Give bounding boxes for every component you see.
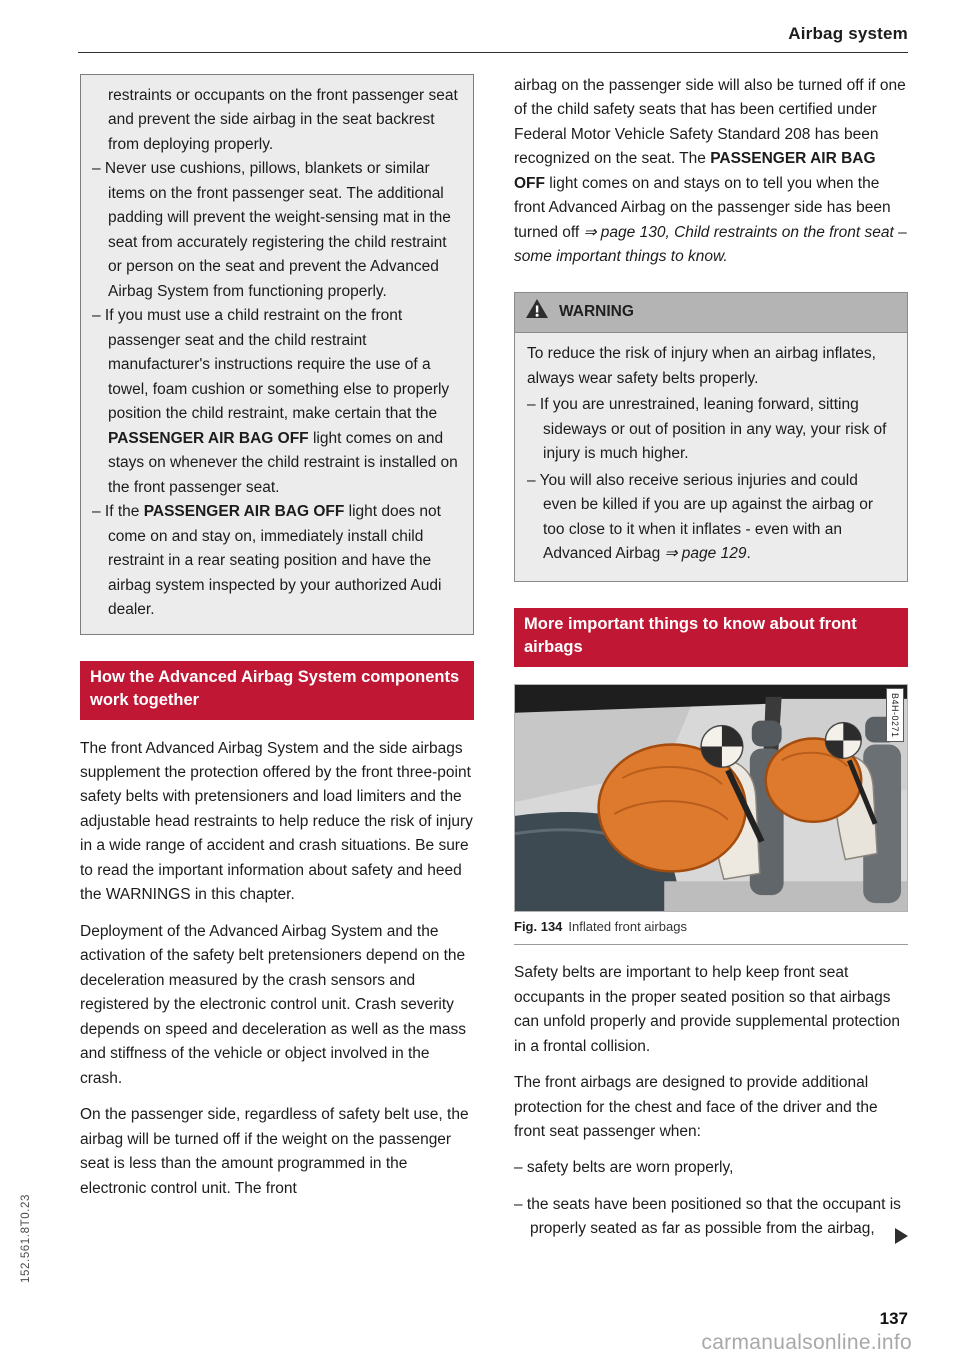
play-arrow-icon — [895, 1228, 908, 1244]
warning-title: WARNING — [559, 303, 634, 321]
figure-part-code: B4H-0271 — [886, 688, 904, 743]
left-column — [80, 74, 474, 1248]
note-continuation-text: restraints or occupants on the front passenger seat and prevent the side airbag in the seat backrest from deploying properly. — [108, 87, 458, 153]
warning-box — [514, 292, 908, 582]
header-divider — [78, 52, 908, 53]
section-heading: More important things to know about front airbags — [514, 608, 908, 667]
paragraph: The front Advanced Airbag System and the side airbags supplement the protection offered by the front three-point safety belts with pretensioners and load limiters and the adjustable head restraints to help reduce the risk of injury in a wide range of accident and crash situations. Be sure to read the important information about safety and heed the WARNINGS in this chapter. — [80, 739, 473, 904]
figure-label: Fig. 134 — [514, 918, 563, 934]
watermark: carmanualsonline.info — [701, 1331, 912, 1354]
figure — [514, 684, 908, 946]
page-content — [80, 74, 908, 1248]
page-header-title: Airbag system — [788, 24, 908, 43]
warning-triangle-icon — [525, 298, 549, 327]
warning-header — [515, 293, 907, 333]
list-item: – If the PASSENGER AIR BAG OFF light does not come on and stay on, immediately install child restraint in a rear seating position and have the airbag system inspected by your authorized Audi dealer. — [92, 503, 442, 619]
list-item: – If you must use a child restraint on the front passenger seat and the child restraint manufacturer's instructions require the use of a towel, foam cushion or something else to properly position the child restraint, make certain that the PASSENGER AIR BAG OFF light comes on and stays on whenever the child restraint is installed on the front passenger seat. — [92, 307, 458, 496]
list-item: – If you are unrestrained, leaning forward, sitting sideways or out of position in any way, your risk of injury is much higher. — [527, 396, 887, 463]
figure-caption — [514, 912, 908, 946]
list-item: – You will also receive serious injuries and could even be killed if you are up against the airbag or too close to it when it inflates - even with an Advanced Airbag ⇒ page 129. — [527, 471, 874, 563]
page-number: 137 — [879, 1309, 908, 1328]
list-item: – safety belts are worn properly, — [514, 1159, 734, 1177]
paragraph: airbag on the passenger side will also be turned off if one of the child safety seats that has been certified under Federal Motor Vehicle Safety Standard 208 has been recognized on the seat. The PASSENGER AIR BAG OFF light comes on and stays on to tell you when the front Advanced Airbag on the passenger side has been turned off ⇒ page 130, Child restraints on the front seat – some important things to know. — [514, 77, 907, 266]
paragraph: Deployment of the Advanced Airbag System and the activation of the safety belt pretensioners depend on the deceleration measured by the crash sensors and registered by the electronic control unit. Crash severity depends on speed and deceleration as well as the mass and stiffness of the vehicle or object involved in the crash. — [80, 922, 467, 1087]
list-item: – Never use cushions, pillows, blankets or similar items on the front passenger seat. The additional padding will prevent the weight-sensing mat in the seat from accurately registering the child restraint or person on the seat and prevent the Advanced Airbag System from functioning properly. — [92, 160, 451, 300]
figure-caption-text: Inflated front airbags — [568, 918, 687, 934]
paragraph: Safety belts are important to help keep front seat occupants in the proper seated position so that airbags can unfold properly and provide supplemental protection in a frontal collision. — [514, 964, 901, 1055]
note-box — [80, 74, 474, 635]
figure-image — [514, 684, 908, 912]
paragraph: The front airbags are designed to provide additional protection for the chest and face of the driver and the front seat passenger when: — [514, 1074, 878, 1140]
section-heading: How the Advanced Airbag System components work together — [80, 661, 474, 720]
figure-illustration — [515, 685, 907, 911]
list-item: – the seats have been positioned so that the occupant is properly seated as far as possible from the airbag, — [514, 1195, 901, 1238]
warning-body — [515, 333, 907, 580]
warning-intro: To reduce the risk of injury when an airbag inflates, always wear safety belts properly. — [527, 345, 876, 387]
right-column — [514, 74, 908, 1248]
spine-code: 152.561.8T0.23 — [20, 1194, 32, 1283]
paragraph: On the passenger side, regardless of safety belt use, the airbag will be turned off if the weight on the passenger seat is less than the amount programmed in the electronic control unit. The front — [80, 1106, 469, 1197]
